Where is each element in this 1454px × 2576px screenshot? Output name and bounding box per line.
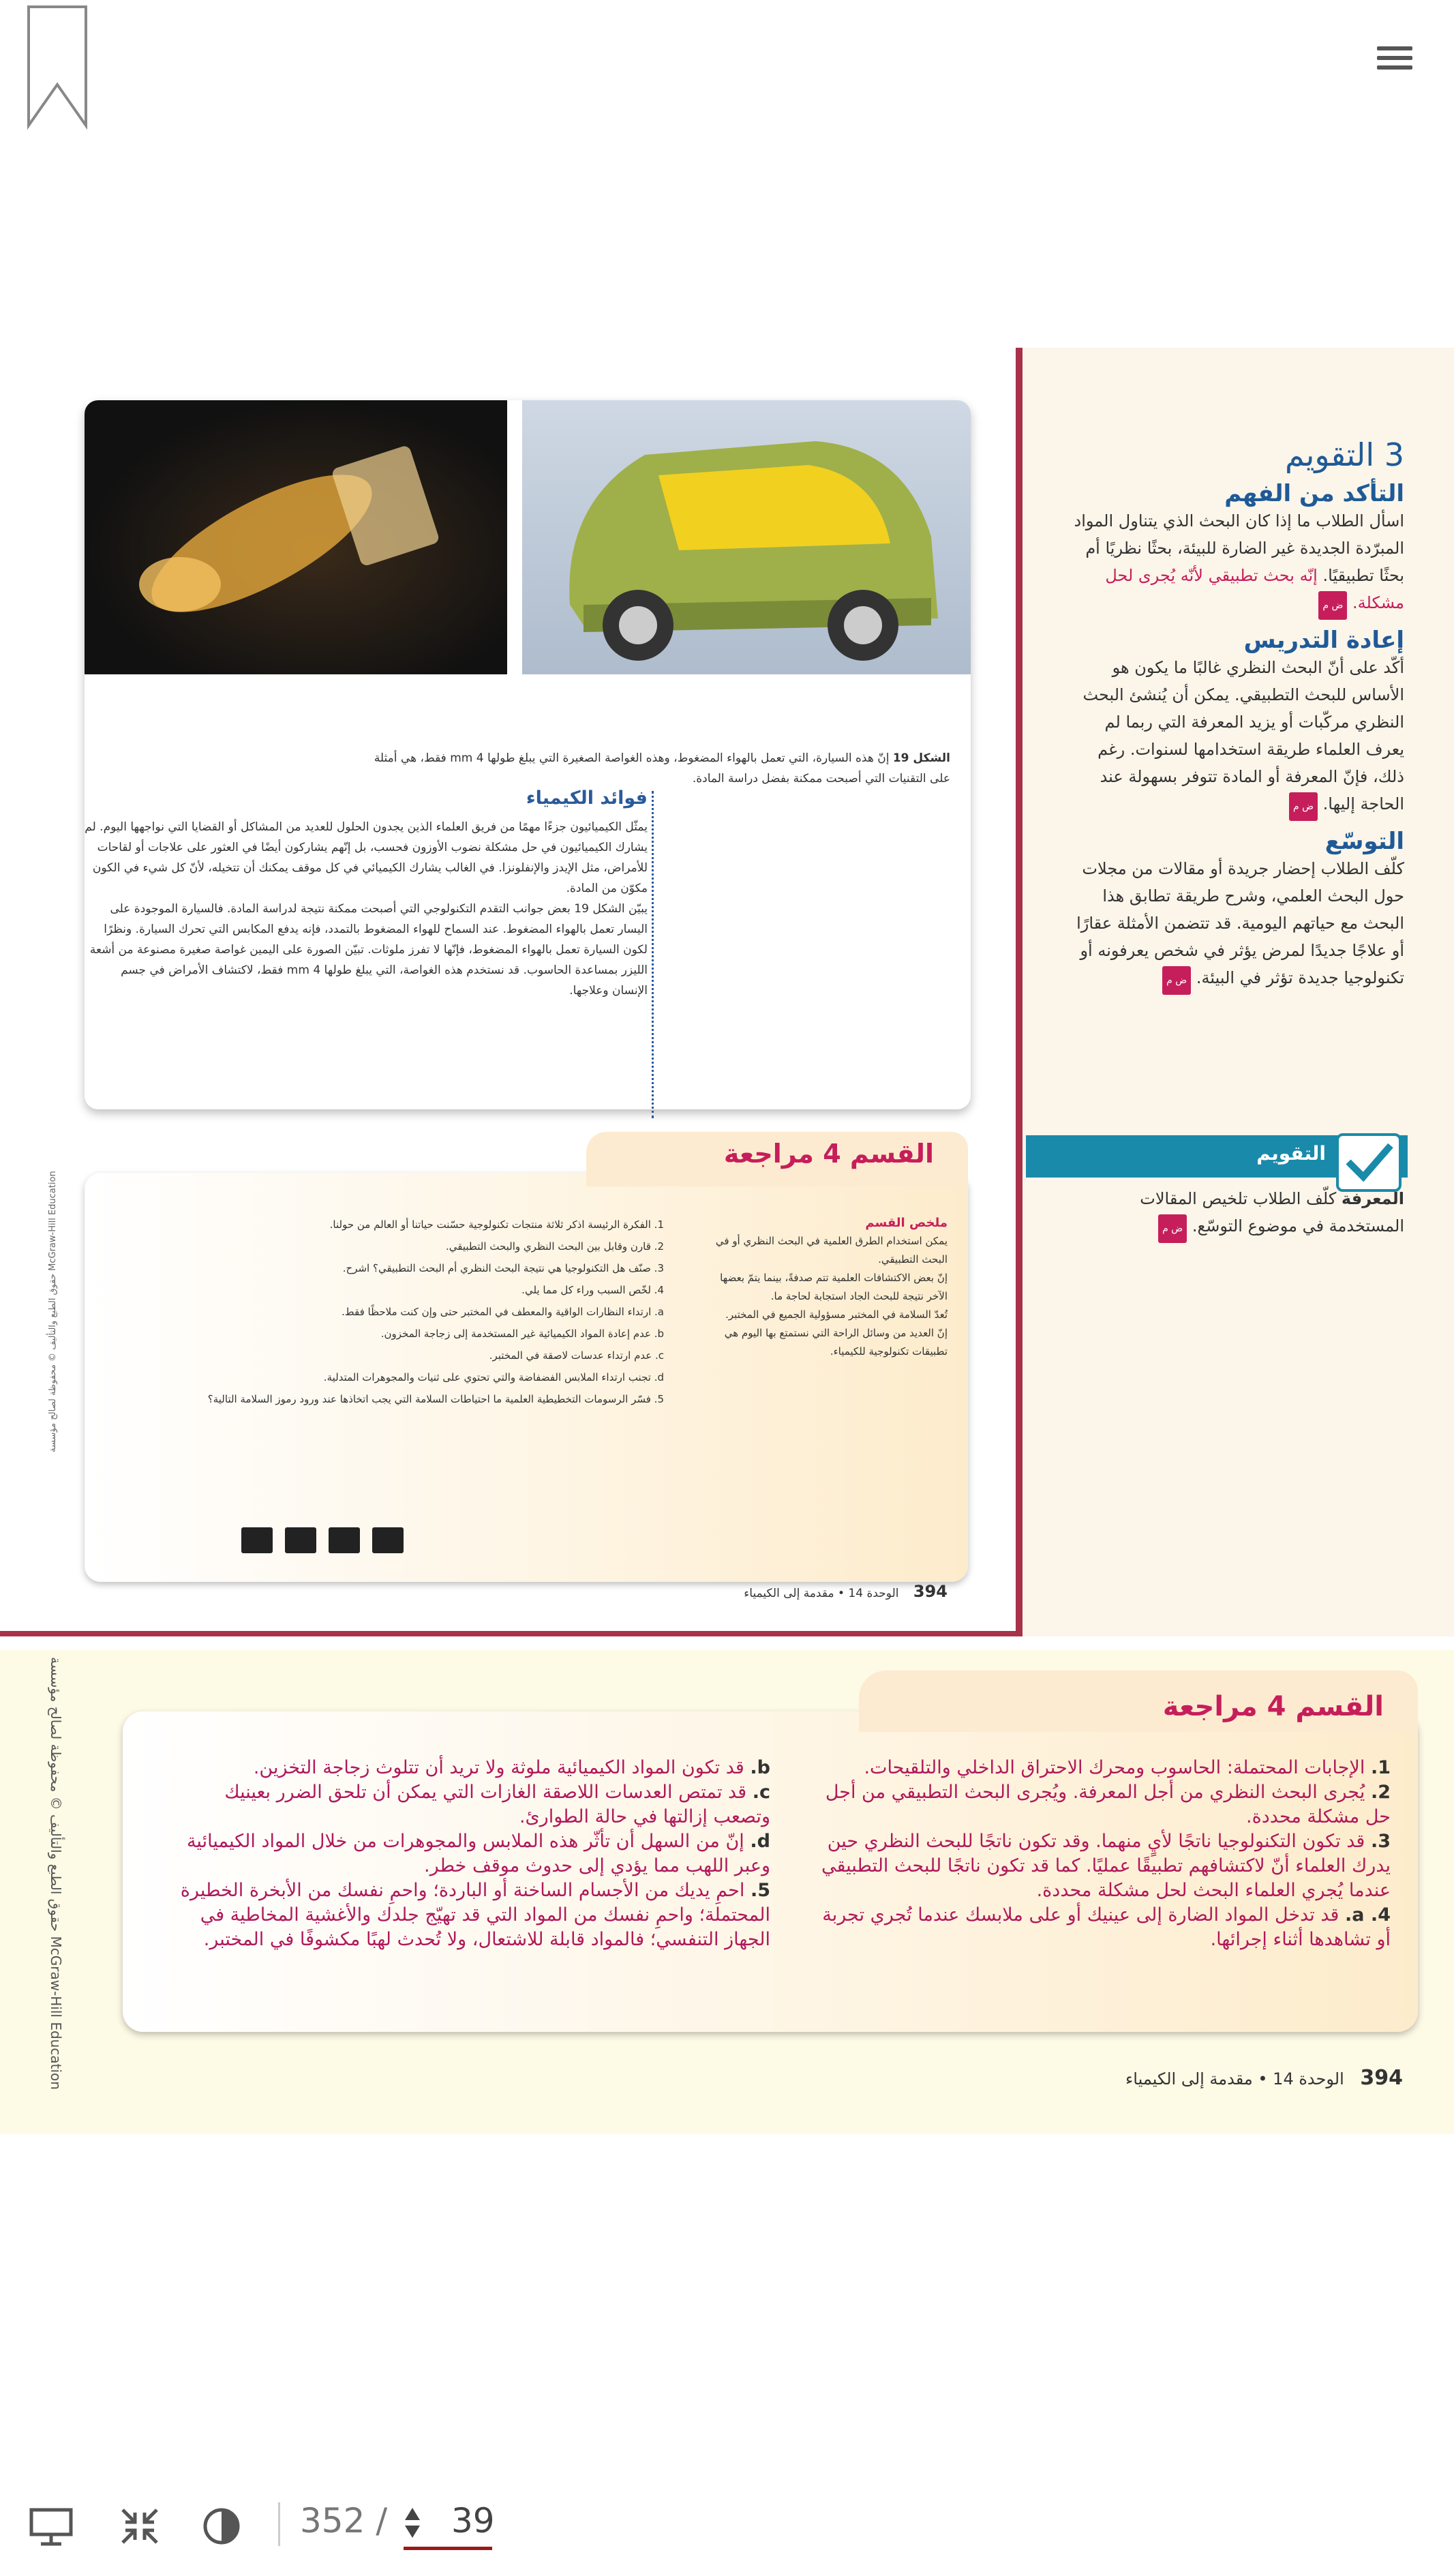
section-review-card	[85, 1139, 968, 1582]
check-answer: إنّه بحث تطبيقي لأنّه يُجرى لحل مشكلة.	[1105, 566, 1404, 612]
level-tag: ض م	[1158, 1214, 1187, 1243]
extend-title: التوسّع	[1324, 828, 1404, 855]
answer-item	[170, 1878, 770, 1952]
question: 4. لخّص السبب وراء كل مما يلي.	[521, 1284, 664, 1296]
answer-number: 3.	[1370, 1831, 1391, 1852]
question: a. ارتداء النظارات الواقية والمعطف في المختبر حتى وإن كنت ملاحظًا فقط.	[341, 1306, 664, 1318]
answer-number: b.	[750, 1757, 770, 1778]
answer-item	[804, 1756, 1391, 1780]
question: 2. قارن وقابل بين البحث النظري والبحث التطبيقي.	[446, 1240, 664, 1253]
current-page: 352	[300, 2501, 365, 2541]
side-copyright: حقوق الطبع والتأليف © محفوظة لصالح مؤسسة McGraw-Hill Education	[48, 1657, 64, 2090]
section-summary	[702, 1214, 948, 1361]
safety-irritant-icon	[329, 1527, 360, 1553]
reteach-text	[1063, 654, 1404, 821]
contrast-icon[interactable]	[198, 2506, 245, 2547]
caption-text: إنّ هذه السيارة، التي تعمل بالهواء المضغوط، وهذه الغواصة الصغيرة التي يبلغ طولها 4 mm فقط، هي أمثلة على التقنيات التي أصبحت ممكنة بفضل دراسة المادة.	[374, 751, 950, 785]
chem-paragraph-1: يمثّل الكيميائيون جزءًا مهمًا من فريق العلماء الذين يجدون الحلول للعديد من المشاكل أو القضايا التي نواجهها اليوم. لم يشارك الكيميائيون في حل مشكلة نضوب الأوزون فحسب، بل إنّهم يشاركون أيضًا في العثور على علاجات أو لقاحات للأمراض، مثل الإيدز والإنفلونزا. في الغالب يشارك الكيميائي في كل موقف يمكنك أن تتخيله، لأنّ كل شيء في الكون مكوّن من المادة.	[85, 820, 648, 895]
checkmark-icon	[1336, 1133, 1402, 1192]
level-tag: ض م	[1289, 792, 1318, 821]
submarine-photo	[85, 400, 507, 674]
safety-fume-icon	[285, 1527, 316, 1553]
bookmark-icon[interactable]	[25, 4, 90, 130]
summary-heading: ملخص القسم	[865, 1216, 948, 1230]
footer-page-number: 394	[913, 1582, 948, 1601]
question: c. عدم ارتداء عدسات لاصقة في المختبر.	[489, 1349, 664, 1362]
question: d. تجنب ارتداء الملابس الفضفاضة والتي تحتوي على ثنيات والمجوهرات المتدلية.	[323, 1371, 664, 1383]
reteach-title: إعادة التدريس	[1243, 627, 1404, 654]
summary-item: إنّ العديد من وسائل الراحة التي نستمتع بها اليوم هي تطبيقات تكنولوجية للكيمياء.	[724, 1327, 948, 1358]
check-question: اسأل الطلاب ما إذا كان البحث الذي يتناول المواد المبرّدة الجديدة غير الضارة للبيئة، بحثًا نظريًا أم بحثًا تطبيقيًا.	[1074, 511, 1404, 585]
evaluation-bold: المعرفة	[1341, 1189, 1404, 1208]
extend-body: كلّف الطلاب إحضار جريدة أو مقالات من مجلات حول البحث العلمي، وشرح طريقة تطابق هذا البحث مع حياتهم اليومية. قد تتضمن الأمثلة عقارًا أو علاجًا جديدًا لمرض يؤثر في شخص يعرفونه أو تكنولوجيا جديدة تؤثر في البيئة.	[1076, 859, 1404, 987]
question: 5. فسّر الرسومات التخطيطية العلمية ما احتياطات السلامة التي يجب اتخاذها عند ورود رموز السلامة التالية؟	[207, 1393, 664, 1405]
side-copyright: حقوق الطبع والتأليف © محفوظة لصالح مؤسسة McGraw-Hill Education	[48, 1171, 58, 1452]
figure-caption	[371, 748, 950, 789]
answer-text: يُجرى البحث النظري من أجل المعرفة. ويُجرى البحث التطبيقي من أجل حل مشكلة محددة.	[825, 1782, 1391, 1827]
answer-text: قد تدخل المواد الضارة إلى عينيك أو على ملابسك عندما تُجري تجربة أو تشاهدها أثناء إجرائها.	[822, 1904, 1391, 1950]
answer-item	[170, 1780, 770, 1829]
answer-item	[170, 1756, 770, 1780]
answer-text: الإجابات المحتملة: الحاسوب ومحرك الاحتراق الداخلي والتلقيحات.	[864, 1757, 1365, 1778]
caption-label: الشكل 19	[892, 751, 950, 765]
level-tag: ض م	[1318, 591, 1347, 620]
footer-page-number: 394	[1360, 2066, 1403, 2090]
review-questions	[105, 1214, 664, 1410]
summary-item: يمكن استخدام الطرق العلمية في البحث النظري أو في البحث التطبيقي.	[715, 1235, 948, 1265]
answer-number: 4. a.	[1345, 1904, 1391, 1926]
assessment-title: 3 التقويم	[1284, 436, 1404, 473]
teacher-notes	[1063, 436, 1404, 995]
check-understanding-title: التأكد من الفهم	[1224, 480, 1404, 507]
answers-left	[170, 1756, 770, 1952]
safety-hand-icon	[241, 1527, 273, 1553]
question: 3. صنّف هل التكنولوجيا هي نتيجة البحث النظري أم البحث التطبيقي؟ اشرح.	[342, 1262, 664, 1274]
evaluation-text: كلّف الطلاب تلخيص المقالات المستخدمة في موضوع التوسّع.	[1140, 1189, 1404, 1235]
collapse-icon[interactable]	[116, 2506, 164, 2547]
summary-item: تُعدّ السلامة في المختبر مسؤولية الجميع في المختبر.	[725, 1308, 948, 1321]
page-count	[300, 2501, 387, 2541]
answer-number: d.	[750, 1831, 770, 1852]
dotted-divider	[652, 791, 654, 1118]
answer-text: قد تمتص العدسات اللاصقة الغازات التي يمكن أن تلحق الضرر بعينيك وتصعب إزالتها في حالة الطوارئ.	[224, 1782, 770, 1827]
review-title: القسم 4 مراجعة	[1162, 1691, 1384, 1722]
compressed-air-car-photo	[522, 400, 971, 674]
answer-number: 1.	[1370, 1757, 1391, 1778]
stepper-arrows-icon[interactable]	[404, 2504, 421, 2542]
chemistry-benefits-section	[85, 788, 648, 1001]
evaluation-label: التقويم	[1256, 1142, 1326, 1165]
footer-text: الوحدة 14 • مقدمة إلى الكيمياء	[1125, 2069, 1344, 2088]
presentation-icon[interactable]	[27, 2506, 75, 2547]
review-title: القسم 4 مراجعة	[723, 1139, 934, 1169]
answer-number: 2.	[1370, 1782, 1391, 1803]
summary-item: إنّ بعض الاكتشافات العلمية تتم صدفةً، بينما يتمّ بعضها الآخر نتيجة للبحث الجاد استجابة لحاجة ما.	[720, 1272, 948, 1302]
chem-paragraph-2: يبيّن الشكل 19 بعض جوانب التقدم التكنولوجي التي أصبحت ممكنة نتيجة لدراسة المادة. فالسيارة الموجودة على اليسار تعمل بالهواء المضغوط. عند السماح للهواء المضغوط بالتمدد، فإنه يدفع المكابس التي تحرك السيارة. ونظرًا لكون السيارة تعمل بالهواء المضغوط، فإنّها لا تفرز ملوثات. تبيّن الصورة على اليمين غواصة صغيرة مصنوعة من أشعة الليزر بمساعدة الحاسوب. قد نستخدم هذه الغواصة، التي يبلغ طولها 4 mm فقط، لاكتشاف الأمراض في جسم الإنسان وعلاجها.	[89, 902, 648, 998]
evaluation-note	[1063, 1185, 1404, 1243]
book-page-2	[0, 1650, 1454, 2134]
figure-19	[85, 400, 971, 1109]
answer-item	[804, 1780, 1391, 1829]
viewer-toolbar	[0, 2482, 1454, 2564]
question: b. عدم إعادة المواد الكيميائية غير المستخدمة إلى زجاجة المخزون.	[380, 1328, 664, 1340]
footer-text: الوحدة 14 • مقدمة إلى الكيمياء	[744, 1587, 899, 1600]
safety-fire-icon	[372, 1527, 404, 1553]
book-page-1	[0, 348, 1023, 1636]
answer-number: c.	[752, 1782, 770, 1803]
page-footer	[1125, 2066, 1403, 2090]
answers-right	[804, 1756, 1391, 1952]
toolbar-separator	[278, 2502, 280, 2546]
level-tag: ض م	[1162, 966, 1191, 995]
page-input-value[interactable]: 39	[451, 2501, 495, 2541]
question: 1. الفكرة الرئيسة اذكر ثلاثة منتجات تكنولوجية حسّنت حياتنا أو العالم من حولنا.	[329, 1218, 664, 1231]
review-answers-card	[123, 1691, 1418, 2032]
chem-title: فوائد الكيمياء	[526, 788, 648, 809]
extend-text	[1063, 855, 1404, 995]
safety-symbols	[241, 1527, 404, 1553]
answer-number: 5.	[750, 1880, 770, 1901]
answer-text: قد تكون المواد الكيميائية ملوثة ولا تريد أن تتلوث زجاجة التخزين.	[253, 1757, 744, 1778]
menu-icon[interactable]	[1370, 41, 1419, 79]
page-separator: /	[376, 2501, 388, 2541]
answer-text: قد تكون التكنولوجيا ناتجًا لأيٍ منهما. وقد تكون ناتجًا للبحث النظري حين يدرك العلماء أنّ لاكتشافهم تطبيقًا عمليًا. كما قد تكون ناتجًا للبحث التطبيقي عندما يُجري العلماء البحث لحل مشكلة محددة.	[821, 1831, 1391, 1901]
page-input-stepper[interactable]	[404, 2501, 495, 2550]
page-footer	[0, 1582, 948, 1601]
answer-text: إنّ من السهل أن تأثّر هذه الملابس والمجوهرات من خلال المواد الكيميائية وعبر اللهب مما يؤدي إلى حدوث موقف خطر.	[186, 1831, 770, 1876]
answer-item	[170, 1829, 770, 1878]
check-text	[1063, 507, 1404, 620]
answer-item	[804, 1829, 1391, 1903]
answer-item	[804, 1903, 1391, 1952]
answer-text: احمِ يديك من الأجسام الساخنة أو الباردة؛ واحمِ نفسك من الأبخرة الخطيرة المحتملة؛ واحمِ نفسك من المواد التي قد تهيّج جلدك والأغشية المخاطية في الجهاز التنفسي؛ فالمواد قابلة للاشتعال، ولا تُحدث لهبًا مكشوفًا في المختبر.	[180, 1880, 770, 1950]
reteach-body: أكّد على أنّ البحث النظري غالبًا ما يكون هو الأساس للبحث التطبيقي. يمكن أن يُنشئ البحث النظري مركّبات أو يزيد المعرفة التي ربما لم يعرف العلماء طريقة استخدامها لسنوات. رغم ذلك، فإنّ المعرفة أو المادة تتوفر بسهولة عند الحاجة إليها.	[1082, 658, 1404, 813]
